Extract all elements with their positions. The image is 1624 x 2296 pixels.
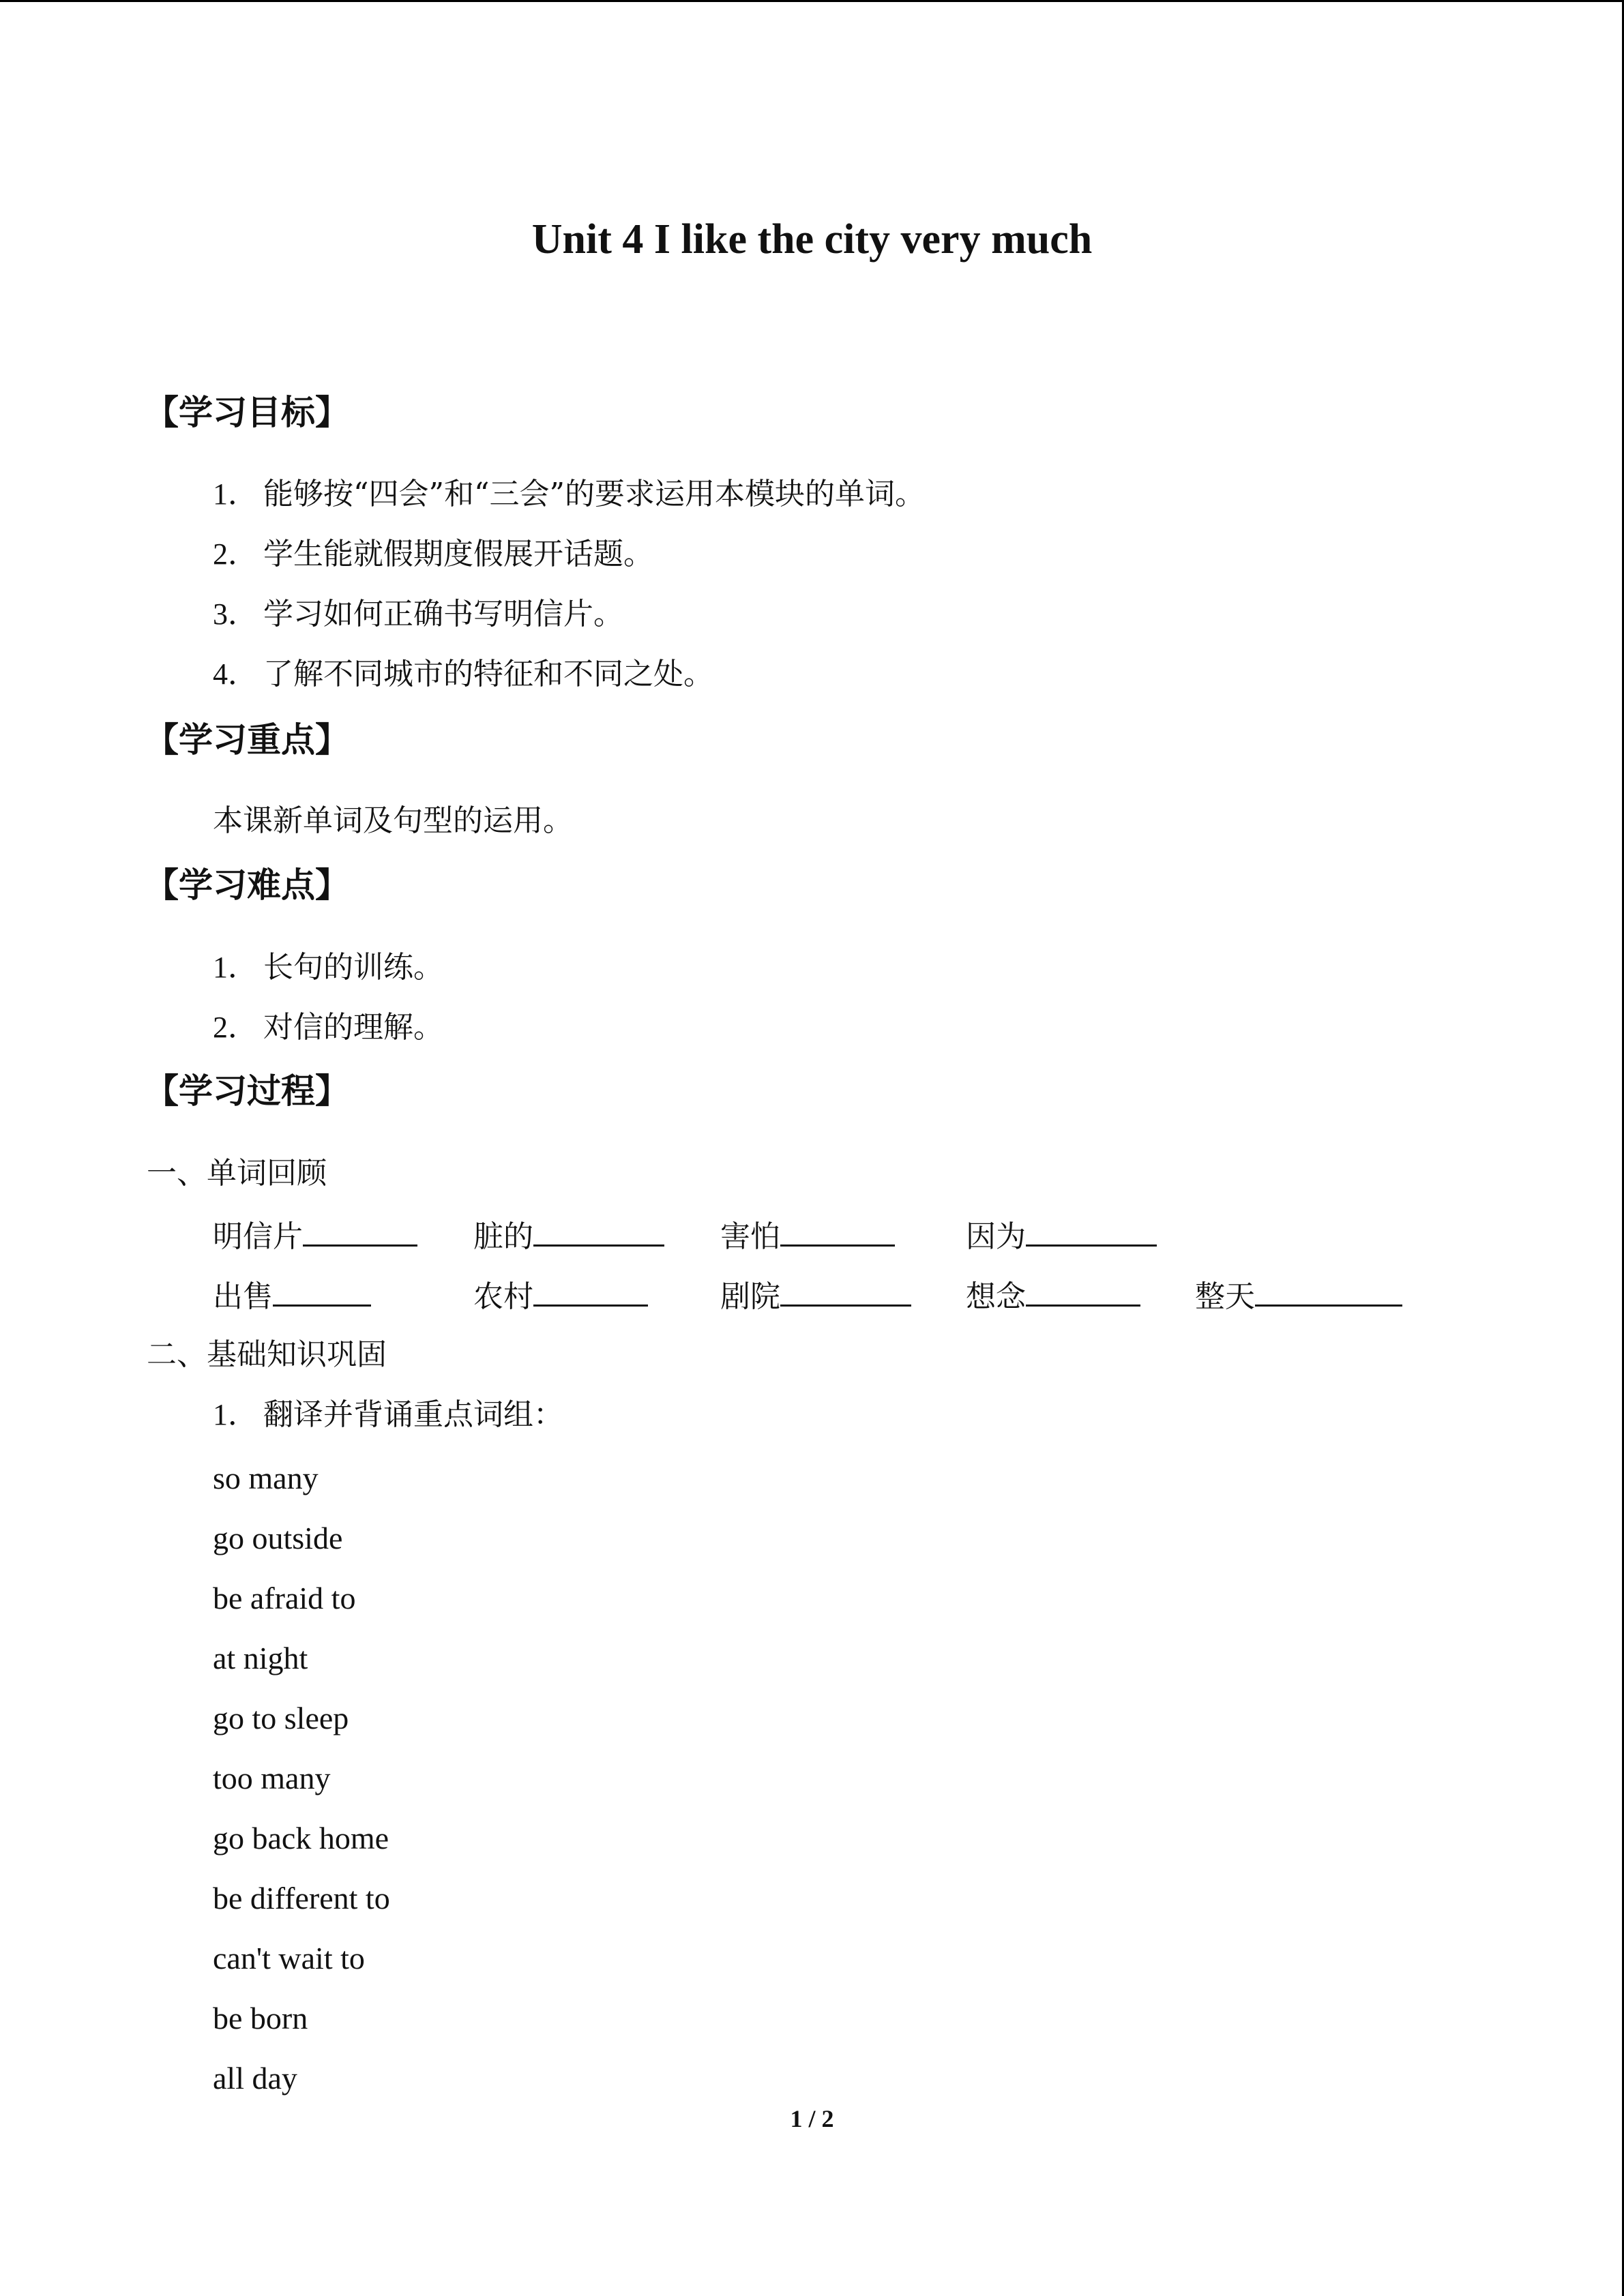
instruction-text: 翻译并背诵重点词组： [263,1397,563,1432]
page-number: 1 / 2 [790,2105,834,2132]
phrase-item: at night [213,1641,308,1675]
difficulty-item [213,1007,443,1048]
phrase-item: be born [213,2001,308,2036]
phrase-item: go outside [213,1521,343,1555]
vocab-blank [213,1274,371,1317]
objective-item [213,474,925,515]
answer-blank[interactable] [780,1274,911,1307]
vocab-blank [213,1214,417,1257]
objective-item [213,534,653,575]
phrase-item: be afraid to [213,1581,356,1615]
vocab-blank [720,1214,895,1257]
phrase-item: all day [213,2061,297,2096]
item-number: 1． [213,477,258,511]
answer-blank[interactable] [303,1214,417,1247]
item-text: 学生能就假期度假展开话题。 [263,537,653,571]
vocab-word: 害怕 [720,1219,780,1254]
vocab-word: 明信片 [213,1219,303,1254]
heading-difficulties: 【学习难点】 [145,865,349,905]
answer-blank[interactable] [1026,1214,1157,1247]
difficulty-item [213,947,443,988]
vocab-blank [966,1214,1157,1257]
answer-blank[interactable] [1026,1274,1140,1307]
vocab-word: 因为 [966,1219,1026,1254]
item-text: 学习如何正确书写明信片。 [263,597,623,631]
item-text: 对信的理解。 [263,1010,443,1045]
part2-title: 二、基础知识巩固 [147,1337,387,1372]
vocab-blank [473,1274,648,1317]
vocab-blank [966,1274,1140,1317]
answer-blank[interactable] [273,1274,371,1307]
vocab-word: 整天 [1195,1279,1255,1314]
phrase-item: go to sleep [213,1701,349,1735]
answer-blank[interactable] [533,1274,648,1307]
key-points-text: 本课新单词及句型的运用。 [213,803,573,838]
vocab-blank [473,1214,664,1257]
vocab-blank [720,1274,911,1317]
item-number: 2． [213,1011,258,1044]
vocab-word: 脏的 [473,1219,533,1254]
document-title: Unit 4 I like the city very much [531,216,1093,263]
objective-item [213,594,623,635]
vocab-word: 农村 [473,1279,533,1314]
answer-blank[interactable] [1255,1274,1402,1307]
phrase-item: be different to [213,1881,390,1915]
item-number: 3． [213,597,258,631]
heading-key-points: 【学习重点】 [145,720,349,760]
item-number: 1． [213,951,258,984]
objective-item [213,654,713,695]
answer-blank[interactable] [780,1214,895,1247]
part2-instruction [213,1395,563,1435]
vocab-word: 想念 [966,1279,1026,1314]
part1-title: 一、单词回顾 [147,1156,327,1191]
phrase-item: can't wait to [213,1941,365,1976]
page-border-top [0,0,1624,2]
item-number: 1． [213,1398,258,1431]
phrase-item: so many [213,1461,319,1495]
vocab-blank [1195,1274,1402,1317]
item-number: 2． [213,537,258,571]
phrase-item: too many [213,1761,331,1795]
item-text: 长句的训练。 [263,950,443,985]
heading-objectives: 【学习目标】 [145,393,349,432]
vocab-word: 出售 [213,1279,273,1314]
answer-blank[interactable] [533,1214,664,1247]
item-text: 了解不同城市的特征和不同之处。 [263,657,713,691]
vocab-word: 剧院 [720,1279,780,1314]
phrase-item: go back home [213,1821,389,1855]
heading-process: 【学习过程】 [145,1071,349,1111]
item-text: 能够按“四会”和“三会”的要求运用本模块的单词。 [263,477,925,511]
item-number: 4． [213,657,258,691]
